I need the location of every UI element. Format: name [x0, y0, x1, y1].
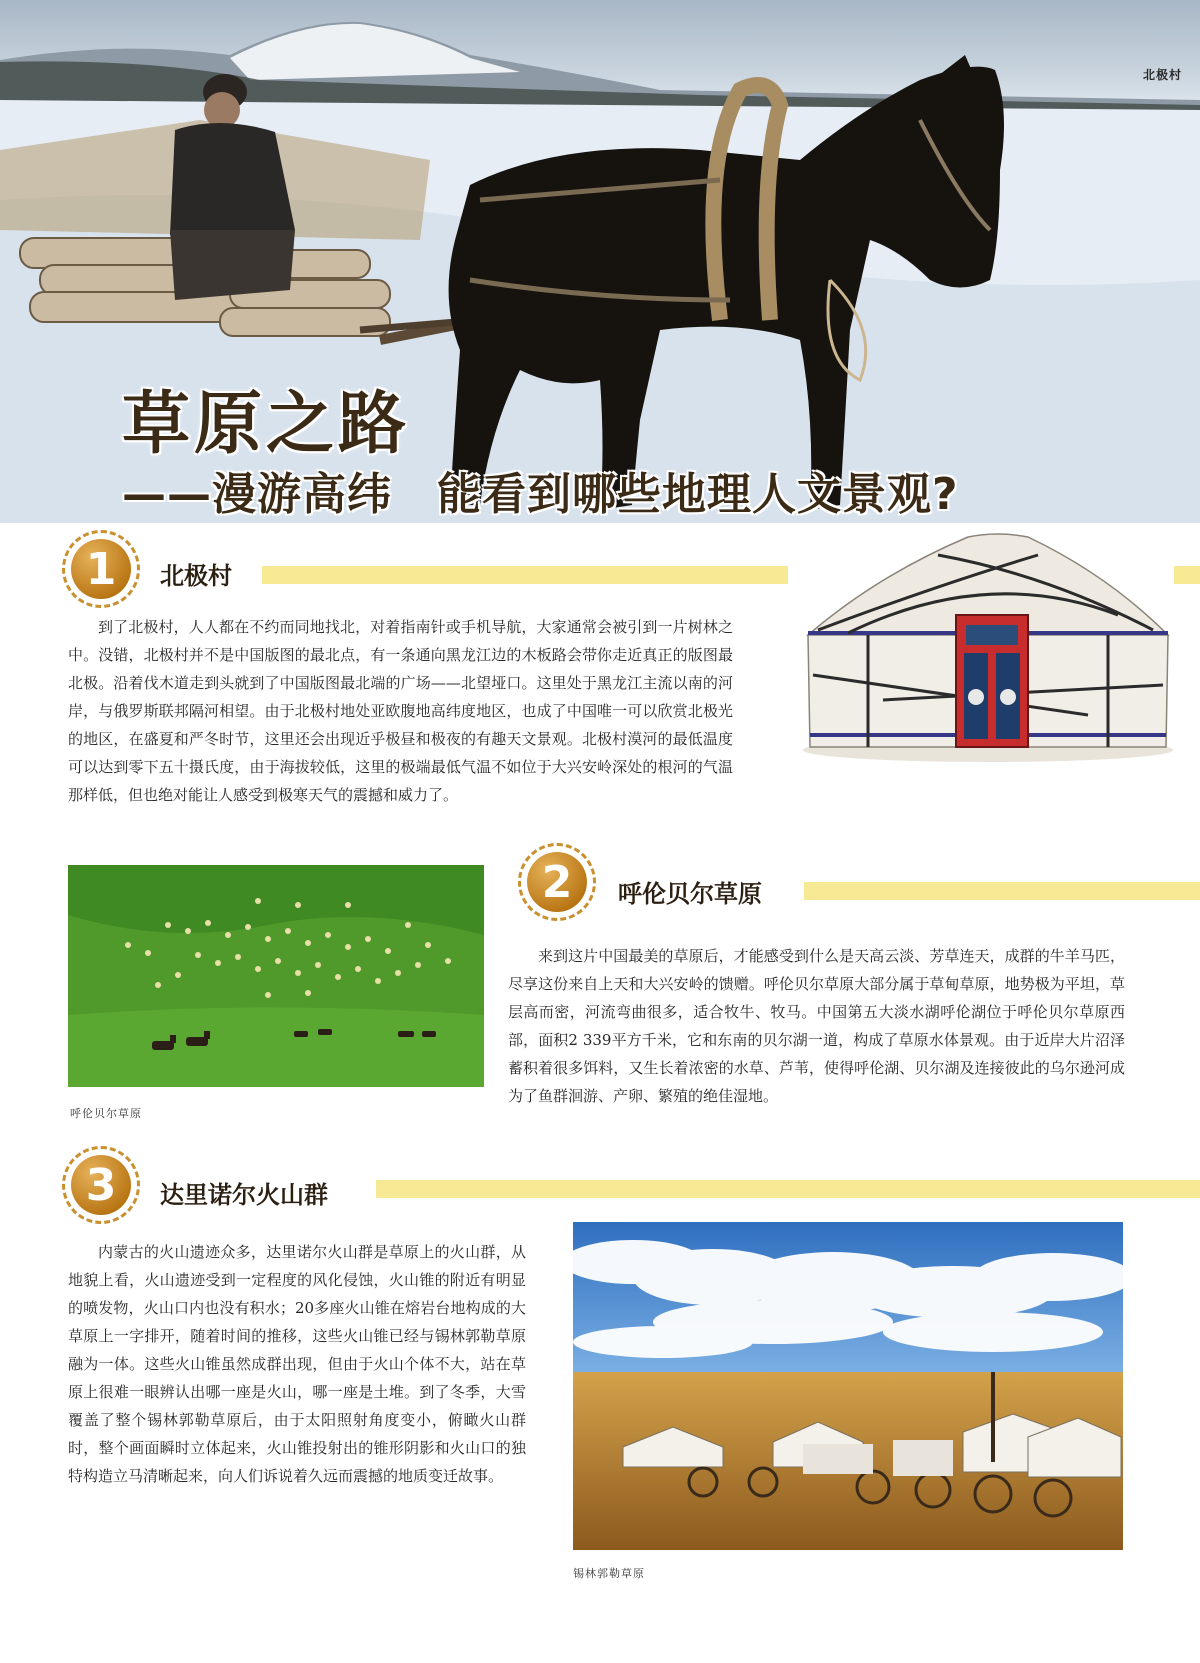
hero-location-tag: 北极村 — [1142, 68, 1182, 82]
section-2-title-bar — [804, 882, 1200, 900]
section-3-title-bar — [376, 1180, 1200, 1198]
section-1-badge — [62, 530, 140, 608]
section-1-number: 1 — [71, 539, 131, 599]
section-3-text: 内蒙古的火山遗迹众多，达里诺尔火山群是草原上的火山群，从地貌上看，火山遗迹受到一定程度的风化侵蚀，火山锥的附近有明显的喷发物，火山口内也没有积水；20多座火山锥在熔岩台地构成的大草原上一字排开，随着时间的推移，这些火山锥已经与锡林郭勒草原融为一体。这些火山锥虽然成群出现，但由于火山个体不大，站在草原上很难一眼辨认出哪一座是火山，哪一座是土堆。到了冬季，大雪覆盖了整个锡林郭勒草原后，由于太阳照射角度变小，俯瞰火山群时，整个画面瞬时立体起来，火山锥投射出的锥形阴影和火山口的独特构造立马清晰起来，向人们诉说着久远而震撼的地质变迁故事。 — [68, 1243, 526, 1485]
xilingol-photo-caption: 锡林郭勒草原 — [573, 1567, 645, 1580]
xilingol-grassland-photo — [573, 1222, 1123, 1550]
section-1-text: 到了北极村，人人都在不约而同地找北，对着指南针或手机导航，大家通常会被引到一片树林之中。没错，北极村并不是中国版图的最北点，有一条通向黑龙江边的木板路会带你走近真正的版图最北极。沿着伐木道走到头就到了中国版图最北端的广场——北望垭口。这里处于黑龙江主流以南的河岸，与俄罗斯联邦隔河相望。由于北极村地处亚欧腹地高纬度地区，也成了中国唯一可以欣赏北极光的地区，在盛夏和严冬时节，这里还会出现近乎极昼和极夜的有趣天文景观。北极村漠河的最低温度可以达到零下五十摄氏度，由于海拔较低，这里的极端最低气温不如位于大兴安岭深处的根河的气温那样低，但也绝对能让人感受到极寒天气的震撼和威力了。 — [68, 618, 733, 804]
hero-banner — [0, 0, 1200, 523]
hulunbuir-grassland-photo — [68, 865, 484, 1087]
yurt-photo — [788, 525, 1174, 765]
page-subtitle: ——漫游高纬 能看到哪些地理人文景观? — [122, 469, 959, 520]
section-2-title: 呼伦贝尔草原 — [618, 880, 762, 908]
section-3-badge — [62, 1146, 140, 1224]
section-3-title: 达里诺尔火山群 — [160, 1181, 328, 1209]
section-2-badge — [518, 843, 596, 921]
section-1-title: 北极村 — [160, 562, 232, 590]
section-2-text: 来到这片中国最美的草原后，才能感受到什么是天高云淡、芳草连天，成群的牛羊马匹，尽享这份来自上天和大兴安岭的馈赠。呼伦贝尔草原大部分属于草甸草原，地势极为平坦，草层高而密，河流弯曲很多，适合牧牛、牧马。中国第五大淡水湖呼伦湖位于呼伦贝尔草原西部，面积2 339平方千米，它和东南的贝尔湖一道，构成了草原水体景观。由于近岸大片沼泽蓄积着很多饵料，又生长着浓密的水草、芦苇，使得呼伦湖、贝尔湖及连接彼此的乌尔逊河成为了鱼群洄游、产卵、繁殖的绝佳湿地。 — [508, 947, 1125, 1105]
section-2-number: 2 — [527, 852, 587, 912]
section-3-number: 3 — [71, 1155, 131, 1215]
page-title: 草原之路 — [122, 385, 411, 464]
hulunbuir-photo-caption: 呼伦贝尔草原 — [70, 1107, 142, 1120]
